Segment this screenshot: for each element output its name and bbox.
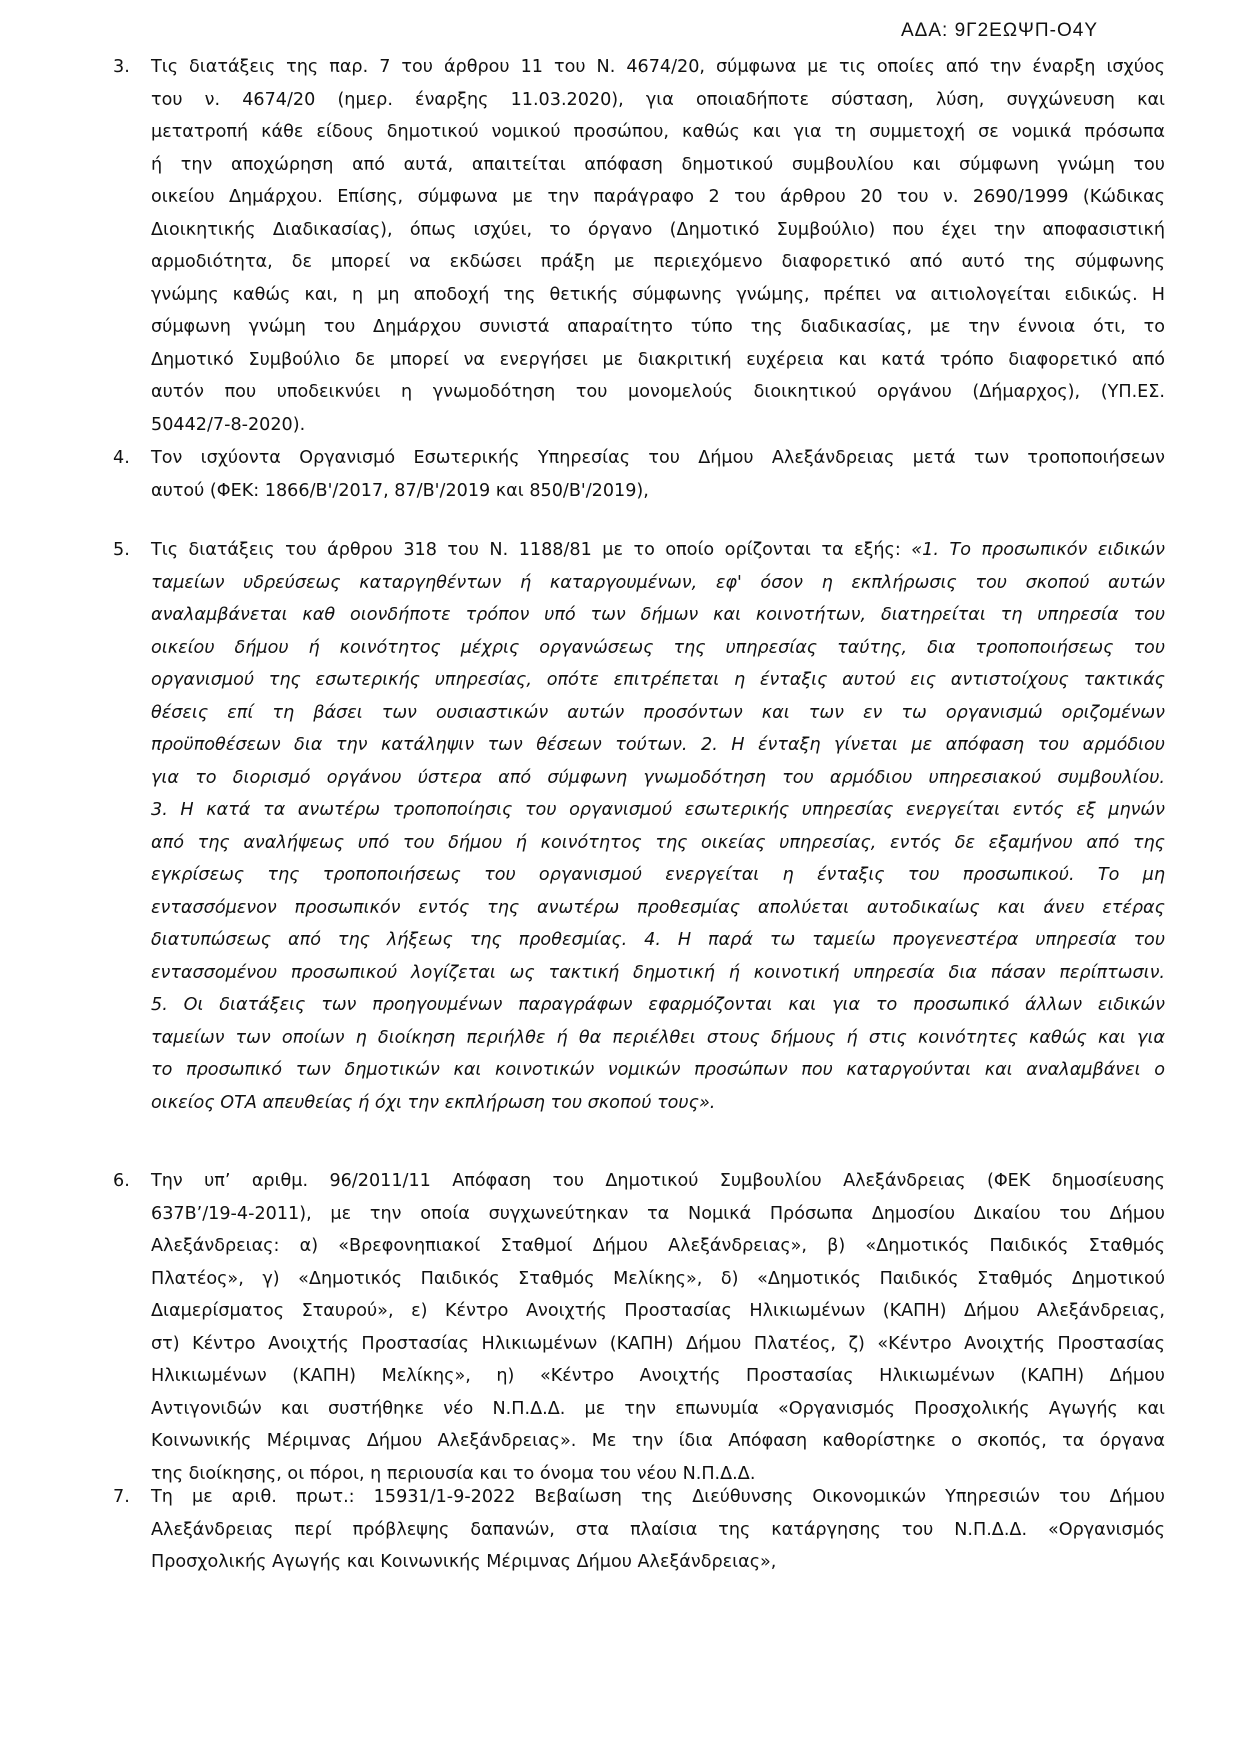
text-line: το προσωπικό των δημοτικών και κοινοτικών νομικών προσώπων που καταργούνται και αναλαμβάνει ο: [151, 1060, 1165, 1080]
text-line: 5. Οι διατάξεις των προηγουμένων παραγράφων εφαρμόζονται και για το προσωπικό άλλων ειδικών: [151, 995, 1165, 1015]
text-line: Κοινωνικής Μέριμνας Δήμου Αλεξάνδρειας». Με την ίδια Απόφαση καθορίστηκε ο σκοπός, τα όργανα: [151, 1431, 1165, 1451]
text-line: στ) Κέντρο Ανοιχτής Προστασίας Ηλικιωμένων (ΚΑΠΗ) Δήμου Πλατέος, ζ) «Κέντρο Ανοιχτής Προστασίας: [151, 1333, 1165, 1354]
text-line: Αντιγονιδών και συστήθηκε νέο Ν.Π.Δ.Δ. με την επωνυμία «Οργανισμός Προσχολικής Αγωγής και: [151, 1398, 1165, 1419]
text-line: 50442/7-8-2020).: [151, 414, 306, 435]
text-line: 3. Η κατά τα ανωτέρω τροποποίησις του οργανισμού εσωτερικής υπηρεσίας ενεργείται εντός εξ μηνών: [151, 800, 1165, 820]
text-line: Τη με αριθ. πρωτ.: 15931/1-9-2022 Βεβαίωση της Διεύθυνσης Οικονομικών Υπηρεσιών του Δήμου: [151, 1487, 1165, 1507]
item-number: 5.: [113, 540, 130, 560]
item-text: [151, 534, 1165, 1119]
text-line: γνώμης καθώς και, η μη αποδοχή της θετικής σύμφωνης γνώμης, πρέπει να αιτιολογείται ειδικώς. Η: [151, 284, 1165, 305]
text-line: [151, 534, 1165, 567]
item-number: 3.: [113, 57, 130, 77]
text-line: αυτόν που υποδεικνύει η γνωμοδότηση του μονομελούς διοικητικού οργάνου (Δήμαρχος), (ΥΠ.ΕΣ.: [151, 382, 1165, 402]
text-line: από της αναλήψεως υπό του δήμου ή κοινότητος της οικείας υπηρεσίας, εντός δε εξαμήνου από της: [151, 832, 1165, 853]
text-line: οικείος ΟΤΑ απευθείας ή όχι την εκπλήρωση του σκοπού τους».: [151, 1092, 716, 1113]
text-line: Δημοτικό Συμβούλιο δε μπορεί να ενεργήσει με διακριτική ευχέρεια και κατά τρόπο διαφορετικό από: [151, 349, 1165, 370]
text-line: του ν. 4674/20 (ημερ. έναρξης 11.03.2020), για οποιαδήποτε σύσταση, λύση, συγχώνευση και: [151, 89, 1165, 110]
text-line: Προσχολικής Αγωγής και Κοινωνικής Μέριμνας Δήμου Αλεξάνδρειας»,: [151, 1552, 777, 1572]
text-line: θέσεις επί τη βάσει των ουσιαστικών αυτών προσόντων και των εν τω οργανισμώ οριζομένων: [151, 702, 1165, 723]
text-line: μετατροπή κάθε είδους δημοτικού νομικού προσώπου, καθώς και για τη συμμετοχή σε νομικά πρόσωπα: [151, 122, 1165, 142]
text-line: ή την αποχώρηση από αυτά, απαιτείται απόφαση δημοτικού συμβουλίου και σύμφωνη γνώμη του: [151, 154, 1165, 175]
ada-code: ΑΔΑ: 9Γ2ΕΩΨΠ-Ο4Υ: [900, 20, 1098, 41]
item-text: [151, 1481, 1165, 1579]
text-line: Την υπ’ αριθμ. 96/2011/11 Απόφαση του Δημοτικού Συμβουλίου Αλεξάνδρειας (ΦΕΚ δημοσίευσης: [151, 1171, 1165, 1191]
text-line: ταμείων υδρεύσεως καταργηθέντων ή καταργουμένων, εφ' όσον η εκπλήρωσις του σκοπού αυτών: [151, 572, 1165, 593]
item-number: 7.: [113, 1487, 130, 1507]
text-line: Τον ισχύοντα Οργανισμό Εσωτερικής Υπηρεσίας του Δήμου Αλεξάνδρειας μετά των τροποποιήσεων: [151, 448, 1165, 468]
item-number: 4.: [113, 448, 130, 468]
text-line: διατυπώσεως από της λήξεως της προθεσμίας. 4. Η παρά τω ταμείω προγενεστέρα υπηρεσία του: [151, 930, 1165, 950]
text-line: σύμφωνη γνώμη του Δημάρχου συνιστά απαραίτητο τύπο της διαδικασίας, με την έννοια ότι, το: [151, 317, 1165, 337]
text-line: της διοίκησης, οι πόροι, η περιουσία και το όνομα του νέου Ν.Π.Δ.Δ.: [151, 1463, 756, 1484]
text-line: Αλεξάνδρειας: α) «Βρεφονηπιακοί Σταθμοί Δήμου Αλεξάνδρειας», β) «Δημοτικός Παιδικός Σταθμός: [151, 1236, 1165, 1256]
item-text: [151, 442, 1165, 507]
text-line: αρμοδιότητα, δε μπορεί να εκδώσει πράξη με περιεχόμενο διαφορετικό από αυτό της σύμφωνης: [151, 252, 1165, 272]
text-line: Διοικητικής Διαδικασίας), όπως ισχύει, το όργανο (Δημοτικό Συμβούλιο) που έχει την αποφασιστική: [151, 219, 1165, 240]
text-line: εγκρίσεως της τροποποιήσεως του οργανισμού ενεργείται η ένταξις του προσωπικού. Το μη: [151, 865, 1165, 885]
quoted-italic-text: «1. Το προσωπικόν ειδικών: [911, 540, 1165, 560]
text-line: 637Β’/19-4-2011), με την οποία συγχωνεύτηκαν τα Νομικά Πρόσωπα Δημοσίου Δικαίου του Δήμου: [151, 1203, 1165, 1224]
text-line: αναλαμβάνεται καθ οιονδήποτε τρόπον υπό των δήμων και κοινοτήτων, διατηρείται τη υπηρεσία του: [151, 605, 1165, 625]
text-line: Ηλικιωμένων (ΚΑΠΗ) Μελίκης», η) «Κέντρο Ανοιχτής Προστασίας Ηλικιωμένων (ΚΑΠΗ) Δήμου: [151, 1366, 1165, 1386]
text-line: Διαμερίσματος Σταυρού», ε) Κέντρο Ανοιχτής Προστασίας Ηλικιωμένων (ΚΑΠΗ) Δήμου Αλεξάνδρειας,: [151, 1301, 1165, 1321]
text-line: εντασσομένου προσωπικού λογίζεται ως τακτική δημοτική ή κοινοτική υπηρεσία δια πάσαν περίπτωσιν.: [151, 962, 1165, 983]
text-line: προϋποθέσεων δια την κατάληψιν των θέσεων τούτων. 2. Η ένταξη γίνεται με απόφαση του αρμόδιου: [151, 735, 1165, 755]
text-line: Τις διατάξεις της παρ. 7 του άρθρου 11 του Ν. 4674/20, σύμφωνα με τις οποίες από την έναρξη ισχύος: [151, 57, 1165, 77]
item-number: 6.: [113, 1171, 130, 1191]
text-line: οργανισμού της εσωτερικής υπηρεσίας, οπότε επιτρέπεται η ένταξις αυτού εις αντιστοίχους τακτικάς: [151, 670, 1165, 690]
text-plain: Τις διατάξεις του άρθρου 318 του Ν. 1188/81 με το οποίο ορίζονται τα εξής:: [151, 540, 912, 560]
text-line: ταμείων των οποίων η διοίκηση περιήλθε ή θα περιέλθει στους δήμους ή στις κοινότητες καθώς και για: [151, 1027, 1165, 1048]
text-line: αυτού (ΦΕΚ: 1866/Β'/2017, 87/Β'/2019 και 850/Β'/2019),: [151, 480, 649, 501]
item-text: [151, 1165, 1165, 1490]
text-line: εντασσόμενον προσωπικόν εντός της ανωτέρω προθεσμίας απολύεται αυτοδικαίως και άνευ ετέρας: [151, 897, 1165, 918]
item-text: [151, 51, 1165, 441]
text-line: για το διορισμό οργάνου ύστερα από σύμφωνη γνωμοδότηση του αρμόδιου υπηρεσιακού συμβουλίου.: [151, 767, 1165, 788]
text-line: Πλατέος», γ) «Δημοτικός Παιδικός Σταθμός Μελίκης», δ) «Δημοτικός Παιδικός Σταθμός Δημοτικού: [151, 1268, 1165, 1289]
text-line: οικείου δήμου ή κοινότητος μέχρις οργανώσεως της υπηρεσίας ταύτης, δια τροποποιήσεως του: [151, 637, 1165, 658]
text-line: Αλεξάνδρειας περί πρόβλεψης δαπανών, στα πλαίσια της κατάργησης του Ν.Π.Δ.Δ. «Οργανισμός: [151, 1519, 1165, 1540]
text-line: οικείου Δημάρχου. Επίσης, σύμφωνα με την παράγραφο 2 του άρθρου 20 του ν. 2690/1999 (Κώδικας: [151, 187, 1165, 207]
